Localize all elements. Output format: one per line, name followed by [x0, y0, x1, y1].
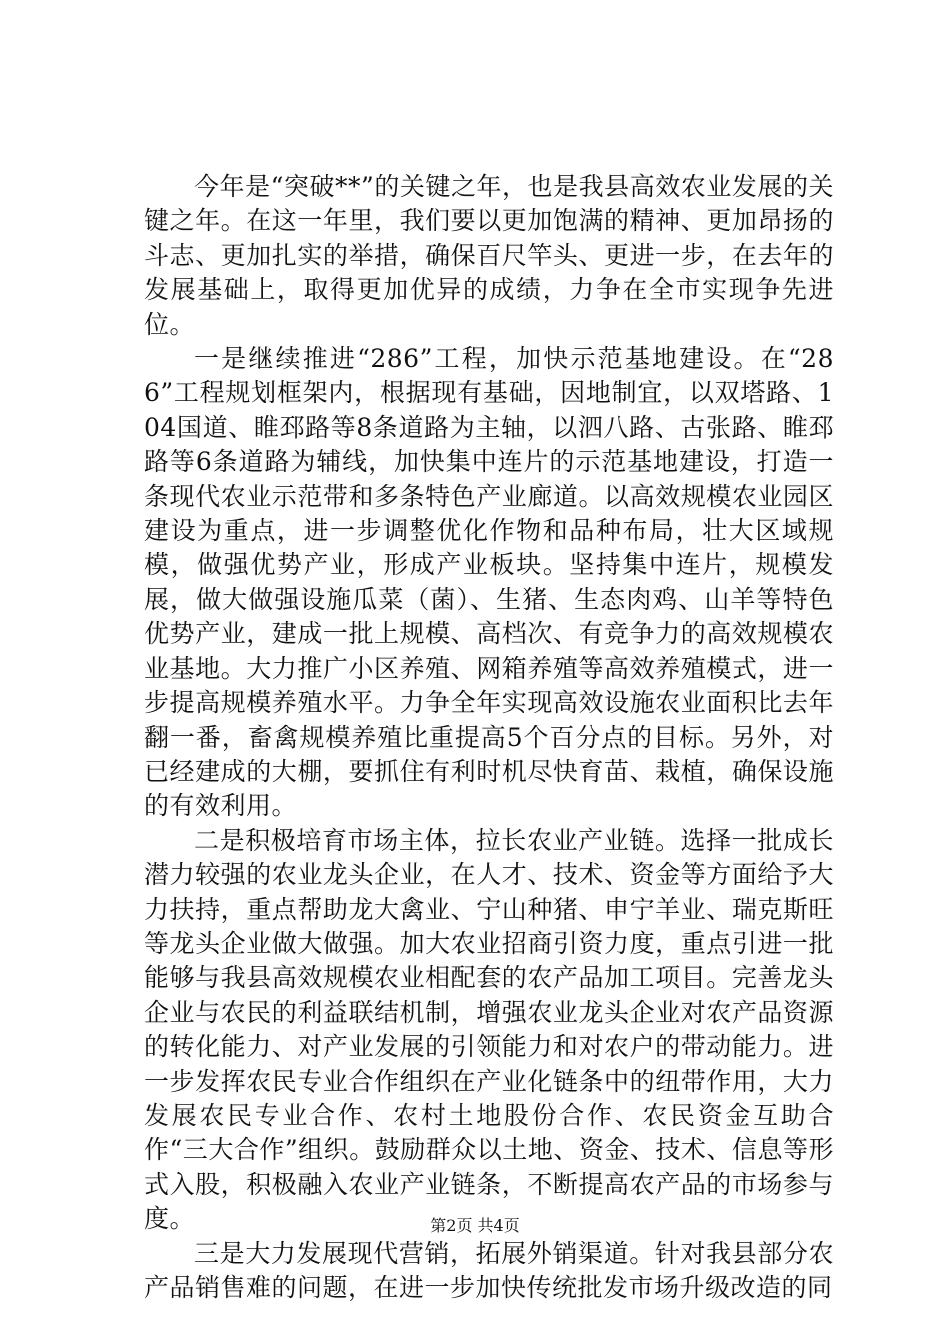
- paragraph-point-three: 三是大力发展现代营销，拓展外销渠道。针对我县部分农产品销售难的问题，在进一步加快传统批发市场升级改造的同: [144, 1238, 834, 1302]
- paragraph-point-two: 二是积极培育市场主体，拉长农业产业链。选择一批成长潜力较强的农业龙头企业，在人才、技术、资金等方面给予大力扶持，重点帮助龙大禽业、宁山种猪、申宁羊业、瑞克斯旺等龙头企业做大做强。加大农业招商引资力度，重点引进一批能够与我县高效规模农业相配套的农产品加工项目。完善龙头企业与农民的利益联结机制，增强农业龙头企业对农产品资源的转化能力、对产业发展的引领能力和对农户的带动能力。进一步发挥农民专业合作组织在产业化链条中的纽带作用，大力发展农民专业合作、农村土地股份合作、农民资金互助合作“三大合作”组织。鼓励群众以土地、资金、技术、信息等形式入股，积极融入农业产业链条，不断提高农产品的市场参与度。: [144, 825, 834, 1234]
- paragraph-point-one: 一是继续推进“286”工程，加快示范基地建设。在“286”工程规划框架内，根据现有基础，因地制宜，以双塔路、104国道、睢邳路等8条道路为主轴，以泗八路、古张路、睢邳路等6条道路为辅线，加快集中连片的示范基地建设，打造一条现代农业示范带和多条特色产业廊道。以高效规模农业园区建设为重点，进一步调整优化作物和品种布局，壮大区域规模，做强优势产业，形成产业板块。坚持集中连片，规模发展，做大做强设施瓜菜（菌）、生猪、生态肉鸡、山羊等特色优势产业，建成一批上规模、高档次、有竞争力的高效规模农业基地。大力推广小区养殖、网箱养殖等高效养殖模式，进一步提高规模养殖水平。力争全年实现高效设施农业面积比去年翻一番，畜禽规模养殖比重提高5个百分点的目标。另外，对已经建成的大棚，要抓住有利时机尽快育苗、栽植，确保设施的有效利用。: [144, 344, 834, 821]
- document-body: [144, 170, 834, 1305]
- paragraph-intro: 今年是“突破**”的关键之年，也是我县高效农业发展的关键之年。在这一年里，我们要以更加饱满的精神、更加昂扬的斗志、更加扎实的举措，确保百尺竿头、更进一步，在去年的发展基础上，取得更加优异的成绩，力争在全市实现争先进位。: [144, 172, 834, 339]
- page-number-footer: 第2页 共4页: [430, 1216, 520, 1235]
